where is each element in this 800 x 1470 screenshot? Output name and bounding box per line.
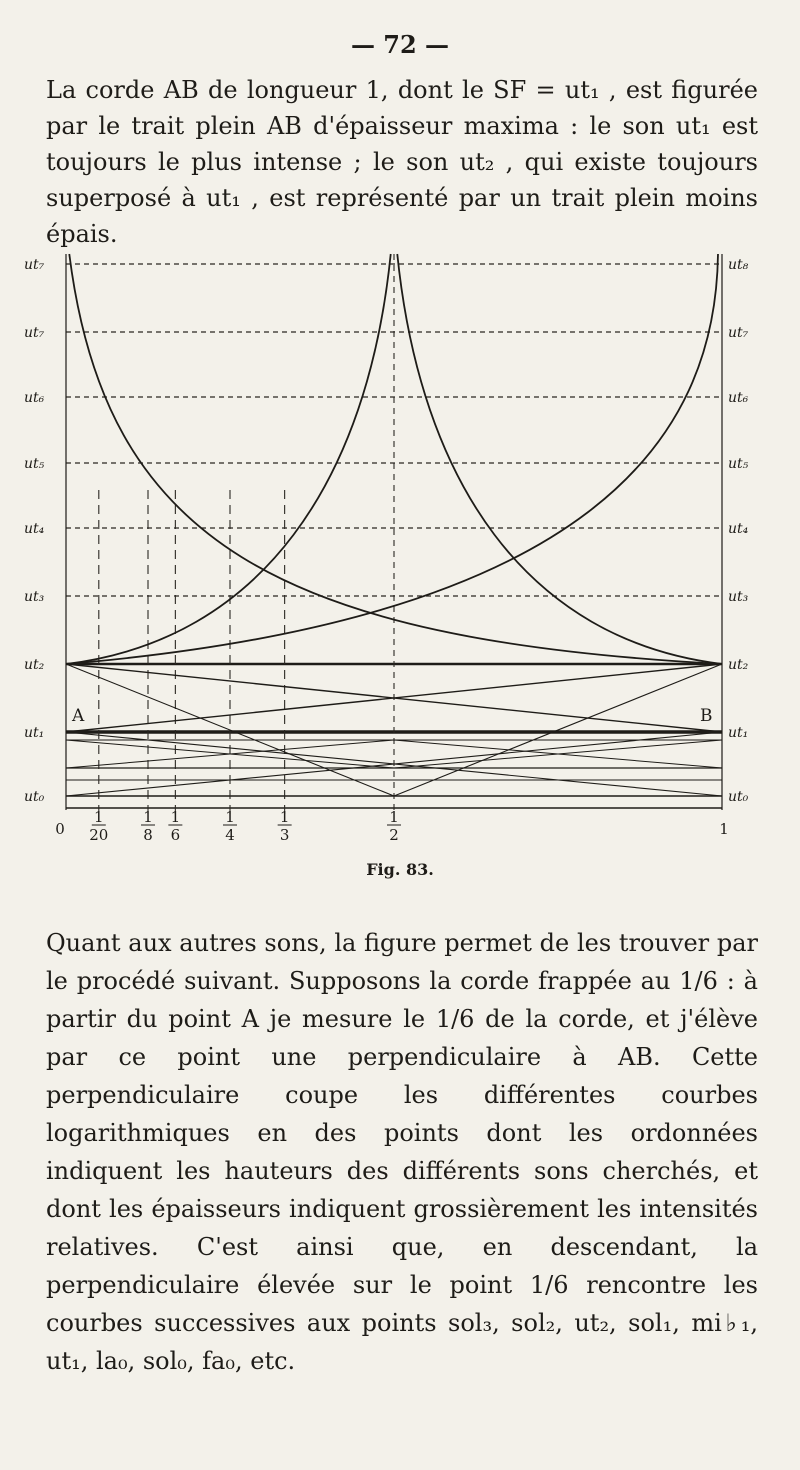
page-number: — 72 — [350, 30, 450, 59]
tick-denominator: 4 [225, 826, 235, 844]
left-labels [24, 257, 45, 805]
right-level-label: ut₄ [728, 521, 749, 537]
left-level-label: ut₆ [24, 390, 45, 406]
right-level-label: ut₀ [728, 789, 749, 805]
tick-denominator: 3 [279, 826, 290, 844]
figure-caption: Fig. 83. [366, 860, 434, 879]
left-level-label: ut₇ [24, 257, 45, 273]
figure-83 [20, 240, 780, 860]
x-axis-labels [55, 808, 729, 844]
left-level-label: ut₃ [24, 589, 45, 605]
tick-numerator: 1 [143, 808, 153, 826]
right-level-label: ut₂ [728, 657, 749, 673]
point-b-label: B [700, 706, 713, 726]
curve [69, 254, 722, 664]
curve [66, 254, 718, 664]
tick-numerator: 1 [170, 808, 181, 826]
guide-lines [66, 254, 722, 815]
tick-numerator: 1 [225, 808, 235, 826]
tick-denominator: 8 [143, 826, 153, 844]
left-level-label: ut₇ [24, 325, 45, 341]
right-level-label: ut₃ [728, 589, 749, 605]
tick-denominator: 2 [389, 826, 399, 844]
left-level-label: ut₀ [24, 789, 45, 805]
paragraph-1: La corde AB de longueur 1, dont le SF = ut₁ , est figurée par le trait plein AB d'épaisseur maxima : le son ut₁ est toujours le plus intense ; le son ut₂ , qui existe toujours superposé à ut₁ , est représenté par un trait plein moins épais. [46, 76, 758, 248]
right-level-label: ut₁ [728, 725, 749, 741]
tick-denominator: 20 [89, 826, 109, 844]
right-level-label: ut₈ [728, 257, 749, 273]
curve [394, 664, 722, 796]
left-level-label: ut₅ [24, 456, 45, 472]
curve [66, 254, 391, 664]
right-labels [728, 257, 749, 805]
left-level-label: ut₁ [24, 725, 45, 741]
tick-denominator: 6 [170, 826, 181, 844]
left-level-label: ut₂ [24, 657, 45, 673]
right-level-label: ut₆ [728, 390, 749, 406]
tick-numerator: 1 [94, 808, 104, 826]
tick-label: 0 [55, 820, 65, 838]
tick-numerator: 1 [389, 808, 399, 826]
point-a-label: A [72, 706, 85, 726]
right-level-label: ut₅ [728, 456, 749, 472]
paragraph-2: Quant aux autres sons, la figure permet de les trouver par le procédé suivant. Supposons la corde frappée au 1/6 : à partir du point A je mesure le 1/6 de la corde, et j'élève par ce point une perpendiculaire à AB. Cette perpendiculaire coupe les différentes courbes logarithmiques en des points dont les ordonnées indiquent les hauteurs des différents sons cherchés, et dont les épaisseurs indiquent grossièrement les intensités relatives. C'est ainsi que, en descendant, la perpendiculaire élevée sur le point 1/6 rencontre les courbes successives aux points sol₃, sol₂, ut₂, sol₁, mi♭₁, ut₁, la₀, sol₀, fa₀, etc. [46, 929, 758, 1375]
tick-numerator: 1 [279, 808, 290, 826]
curve [397, 254, 722, 664]
tick-label: 1 [719, 820, 729, 838]
right-level-label: ut₇ [728, 325, 749, 341]
left-level-label: ut₄ [24, 521, 45, 537]
